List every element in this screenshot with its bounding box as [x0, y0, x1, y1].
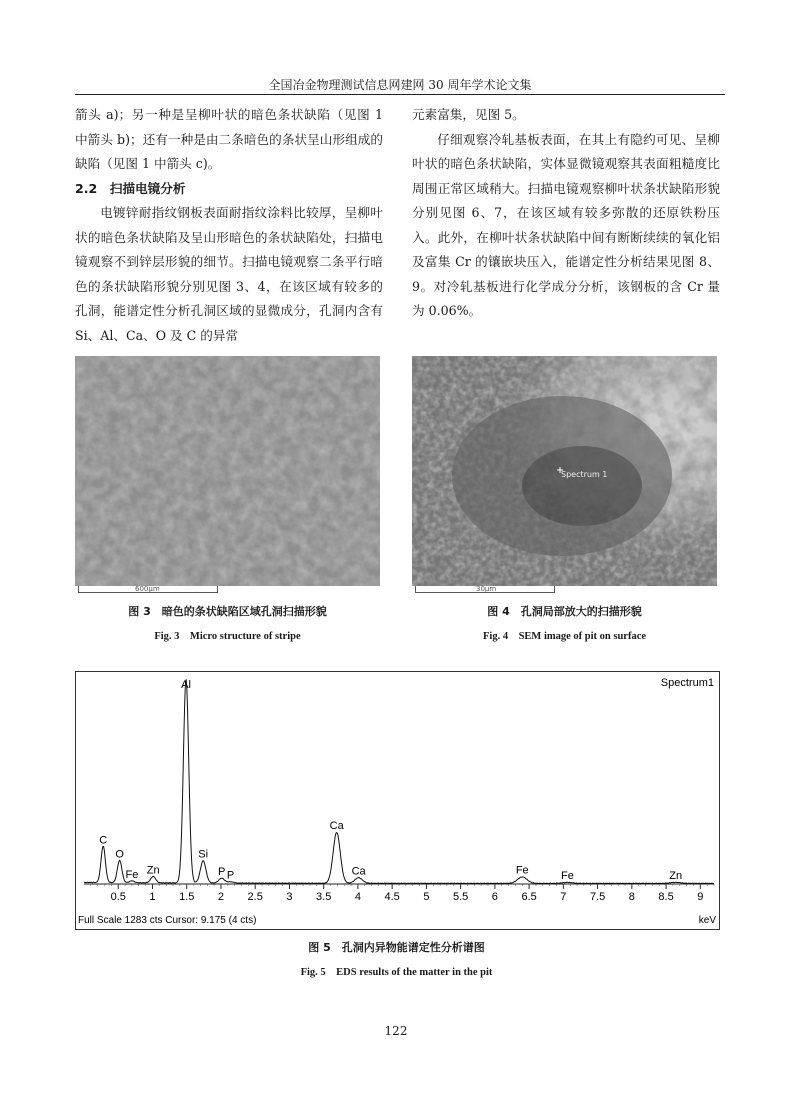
x-tick-label: 2.5: [247, 891, 263, 903]
figure-5-caption-cn: 图 5 孔洞内异物能谱定性分析谱图: [308, 941, 485, 954]
x-tick-label: 3.5: [316, 891, 332, 903]
page-number: 122: [384, 1024, 408, 1038]
x-tick-label: 2: [217, 891, 225, 903]
x-tick-label: 8.5: [658, 891, 674, 903]
scale-label: 30μm: [476, 585, 497, 593]
right-paragraph-2: 仔细观察冷轧基板表面，在其上有隐约可见、呈柳叶状的暗色条状缺陷，实体显微镜观察其表面粗糙度比周围正常区域稍大。扫描电镜观察柳叶状条状缺陷形貌分别见图 6、7，在该区域有较多弥散的还原铁粉压入。此外，在柳叶状条状缺陷中间有断断续续的氧化铝及富集 Cr 的镶嵌块压入，能谱定性分析结果见图 8、9。对冷轧基板进行化学成分分析，该钢板的含 Cr 量为 0.06%。: [412, 131, 720, 318]
peak-label: Zn: [146, 864, 160, 877]
x-axis-label: keV: [698, 915, 716, 926]
peak-label: Fe: [561, 870, 574, 883]
figure-3-sem-image: [75, 356, 380, 593]
left-paragraph-1: 箭头 a)；另一种是呈柳叶状的暗色条状缺陷（见图 1 中箭头 b)；还有一种是由二条暗色的条状呈山形组成的缺陷（见图 1 中箭头 c)。: [75, 107, 383, 171]
peak-label: P: [217, 866, 226, 879]
left-paragraph-2: 电镀锌耐指纹钢板表面耐指纹涂料比较厚，呈柳叶状的暗色条状缺陷及呈山形暗色的条状缺陷处，扫描电镜观察不到锌层形貌的细节。扫描电镜观察二条平行暗色的条状缺陷形貌分别见图 3、4，在该区域有较多的孔洞，能谱定性分析孔洞区域的显微成分，孔洞内含有 Si、Al、Ca、O 及 C 的异常: [75, 205, 383, 343]
sem-micrograph-pit: [412, 356, 717, 593]
x-tick-label: 0.5: [110, 891, 126, 903]
x-tick-label: 6: [491, 891, 498, 903]
peak-label: Fe: [515, 864, 529, 877]
section-heading: 2.2 扫描电镜分析: [75, 180, 186, 196]
x-tick-label: 5.5: [452, 891, 469, 903]
running-header: 全国冶金物理测试信息网建网 30 周年学术论文集: [268, 78, 532, 92]
sem-micrograph-stripe: [75, 356, 380, 593]
header-rule: [75, 94, 725, 95]
right-column: [412, 103, 720, 324]
peak-label: Al: [181, 679, 191, 691]
peak-label: C: [99, 834, 108, 847]
x-tick-label: 7: [560, 891, 567, 903]
peak-label: P: [226, 869, 235, 882]
chart-footer: Full Scale 1283 cts Cursor: 9.175 (4 cts): [78, 915, 257, 926]
spectrum-label: Spectrum 1: [561, 470, 608, 479]
x-tick-label: 1.5: [179, 891, 195, 903]
peak-label: O: [115, 848, 124, 861]
x-tick-label: 6.5: [521, 891, 537, 903]
peak-label: Ca: [351, 865, 366, 878]
eds-spectrum-chart: [75, 671, 720, 930]
figure-3-caption-cn: 图 3 暗色的条状缺陷区域孔洞扫描形貌: [128, 605, 327, 618]
x-tick-label: 4: [354, 891, 361, 903]
peak-label: Zn: [669, 870, 683, 883]
x-tick-label: 1: [149, 891, 156, 903]
figure-5-caption-en: Fig. 5 EDS results of the matter in the pit: [300, 967, 493, 978]
chart-title: Spectrum1: [660, 677, 714, 689]
left-column: [75, 103, 383, 348]
x-tick-label: 5: [423, 891, 430, 903]
figure-3-caption-en: Fig. 3 Micro structure of stripe: [154, 631, 301, 642]
x-tick-label: 9: [697, 891, 704, 903]
figure-4-sem-image: [412, 356, 717, 593]
peak-label: Si: [198, 848, 209, 861]
eds-spectrum-svg: [76, 672, 719, 929]
x-tick-label: 3: [286, 891, 293, 903]
figure-4-caption-cn: 图 4 孔洞局部放大的扫描形貌: [487, 605, 642, 618]
peak-label: Fe: [125, 869, 139, 882]
x-tick-label: 4.5: [384, 891, 400, 903]
spectrum-line: [84, 679, 714, 883]
scale-label: 600μm: [135, 585, 160, 593]
x-tick-label: 8: [628, 891, 635, 903]
x-tick-label: 7.5: [589, 891, 606, 903]
right-paragraph-1: 元素富集，见图 5。: [412, 107, 525, 122]
figure-4-caption-en: Fig. 4 SEM image of pit on surface: [482, 631, 647, 642]
peak-label: Ca: [329, 820, 344, 833]
